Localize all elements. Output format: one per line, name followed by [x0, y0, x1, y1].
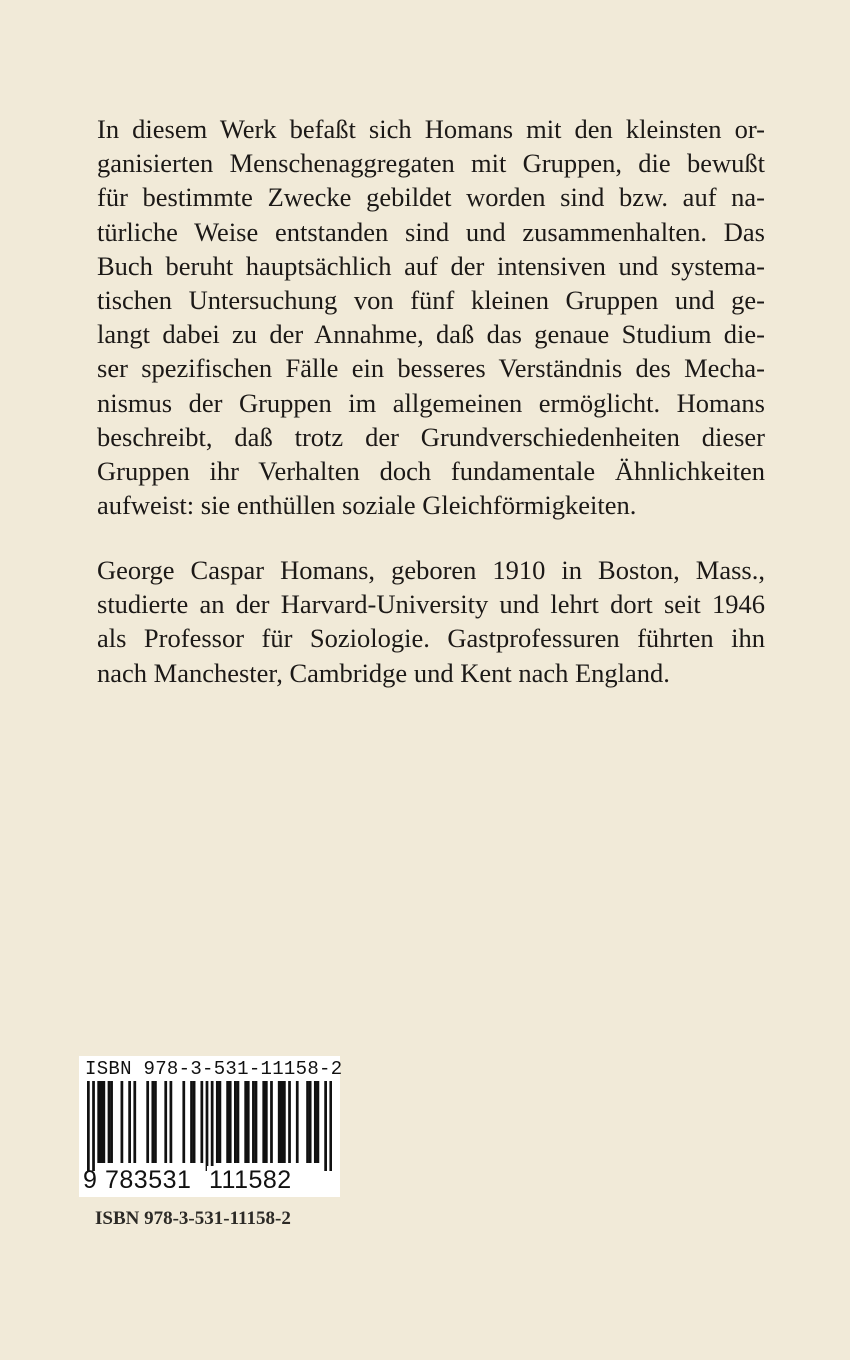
- barcode-bar: [133, 1081, 136, 1163]
- barcode-bar: [329, 1081, 332, 1171]
- blurb-line: beschreibt, daß trotz der Grundverschiedenheiten dieser: [97, 421, 765, 452]
- barcode-bar: [247, 1081, 250, 1163]
- blurb-line: Gruppen ihr Verhalten doch fundamentale Ähnlichkeiten: [97, 456, 765, 487]
- bio-line: studierte an der Harvard-University und lehrt dort seit 1946: [97, 589, 765, 620]
- barcode-bar: [309, 1081, 312, 1163]
- barcode-bar: [154, 1081, 157, 1163]
- barcode-bar: [314, 1081, 317, 1163]
- barcode-bar: [219, 1081, 222, 1163]
- ean-right-group: 111582: [209, 1166, 292, 1194]
- barcode-bar: [110, 1081, 113, 1163]
- barcode-bar: [211, 1081, 214, 1171]
- barcode-bar: [206, 1081, 209, 1171]
- barcode-graphic: [87, 1081, 332, 1171]
- barcode-bar: [100, 1081, 103, 1163]
- bio-line: nach Manchester, Cambridge und Kent nach England.: [97, 657, 670, 688]
- barcode-bar: [255, 1081, 258, 1163]
- barcode-isbn-label: ISBN 978-3-531-11158-2: [85, 1058, 343, 1080]
- isbn-barcode: [79, 1056, 343, 1197]
- barcode-bar: [317, 1081, 320, 1163]
- barcode-bar: [306, 1081, 309, 1163]
- blurb-line: für bestimmte Zwecke gebildet worden sind bzw. auf na-: [97, 182, 765, 213]
- blurb-paragraph: [97, 112, 765, 522]
- isbn-printed: ISBN 978-3-531-11158-2: [95, 1208, 291, 1229]
- blurb-line: ganisierten Menschenaggregaten mit Gruppen, die bewußt: [97, 148, 765, 179]
- bio-line: George Caspar Homans, geboren 1910 in Boston, Mass.,: [97, 555, 765, 585]
- barcode-bar: [92, 1081, 95, 1171]
- barcode-bar: [190, 1081, 193, 1163]
- barcode-bar: [121, 1081, 124, 1163]
- blurb-line: ser spezifischen Fälle ein besseres Verständnis des Mecha-: [97, 353, 765, 384]
- blurb-line: aufweist: sie enthüllen soziale Gleichförmigkeiten.: [97, 490, 637, 521]
- blurb-line: nismus der Gruppen im allgemeinen ermöglicht. Homans: [97, 387, 765, 418]
- barcode-bar: [226, 1081, 229, 1163]
- barcode-bar: [108, 1081, 111, 1163]
- barcode-bar: [97, 1081, 100, 1163]
- barcode-bars: [87, 1081, 332, 1171]
- barcode-bar: [280, 1081, 283, 1163]
- barcode-bar: [288, 1081, 291, 1163]
- blurb-line: langt dabei zu der Annahme, daß das genaue Studium die-: [97, 319, 765, 350]
- barcode-bar: [128, 1081, 131, 1163]
- blurb-line: türliche Weise entstanden sind und zusammenhalten. Das: [97, 216, 765, 247]
- barcode-bar: [265, 1081, 268, 1163]
- barcode-bar: [262, 1081, 265, 1163]
- author-bio-paragraph: [97, 553, 765, 690]
- barcode-bar: [278, 1081, 281, 1163]
- barcode-bar: [237, 1081, 240, 1163]
- ean-left-group: 783531: [105, 1166, 192, 1194]
- barcode-bar: [102, 1081, 105, 1163]
- barcode-bar: [87, 1081, 90, 1171]
- barcode-bar: [252, 1081, 255, 1163]
- blurb-line: tischen Untersuchung von fünf kleinen Gruppen und ge-: [97, 285, 765, 316]
- barcode-bar: [229, 1081, 232, 1163]
- barcode-bar: [164, 1081, 167, 1163]
- barcode-bar: [182, 1081, 185, 1163]
- barcode-bar: [170, 1081, 173, 1163]
- barcode-bar: [270, 1081, 273, 1163]
- barcode-bar: [200, 1081, 203, 1163]
- blurb-line: Buch beruht hauptsächlich auf der intensiven und systema-: [97, 250, 765, 281]
- barcode-bar: [244, 1081, 247, 1163]
- barcode-bar: [151, 1081, 154, 1163]
- barcode-bar: [234, 1081, 237, 1163]
- blurb-line: In diesem Werk befaßt sich Homans mit den kleinsten or-: [97, 114, 765, 144]
- barcode-bar: [283, 1081, 286, 1163]
- barcode-bar: [216, 1081, 219, 1163]
- barcode-bar: [193, 1081, 196, 1163]
- barcode-bar: [324, 1081, 327, 1171]
- barcode-bar: [296, 1081, 299, 1163]
- barcode-bar: [146, 1081, 149, 1163]
- bio-line: als Professor für Soziologie. Gastprofessuren führten ihn: [97, 623, 765, 654]
- ean-first-digit: 9: [83, 1166, 97, 1194]
